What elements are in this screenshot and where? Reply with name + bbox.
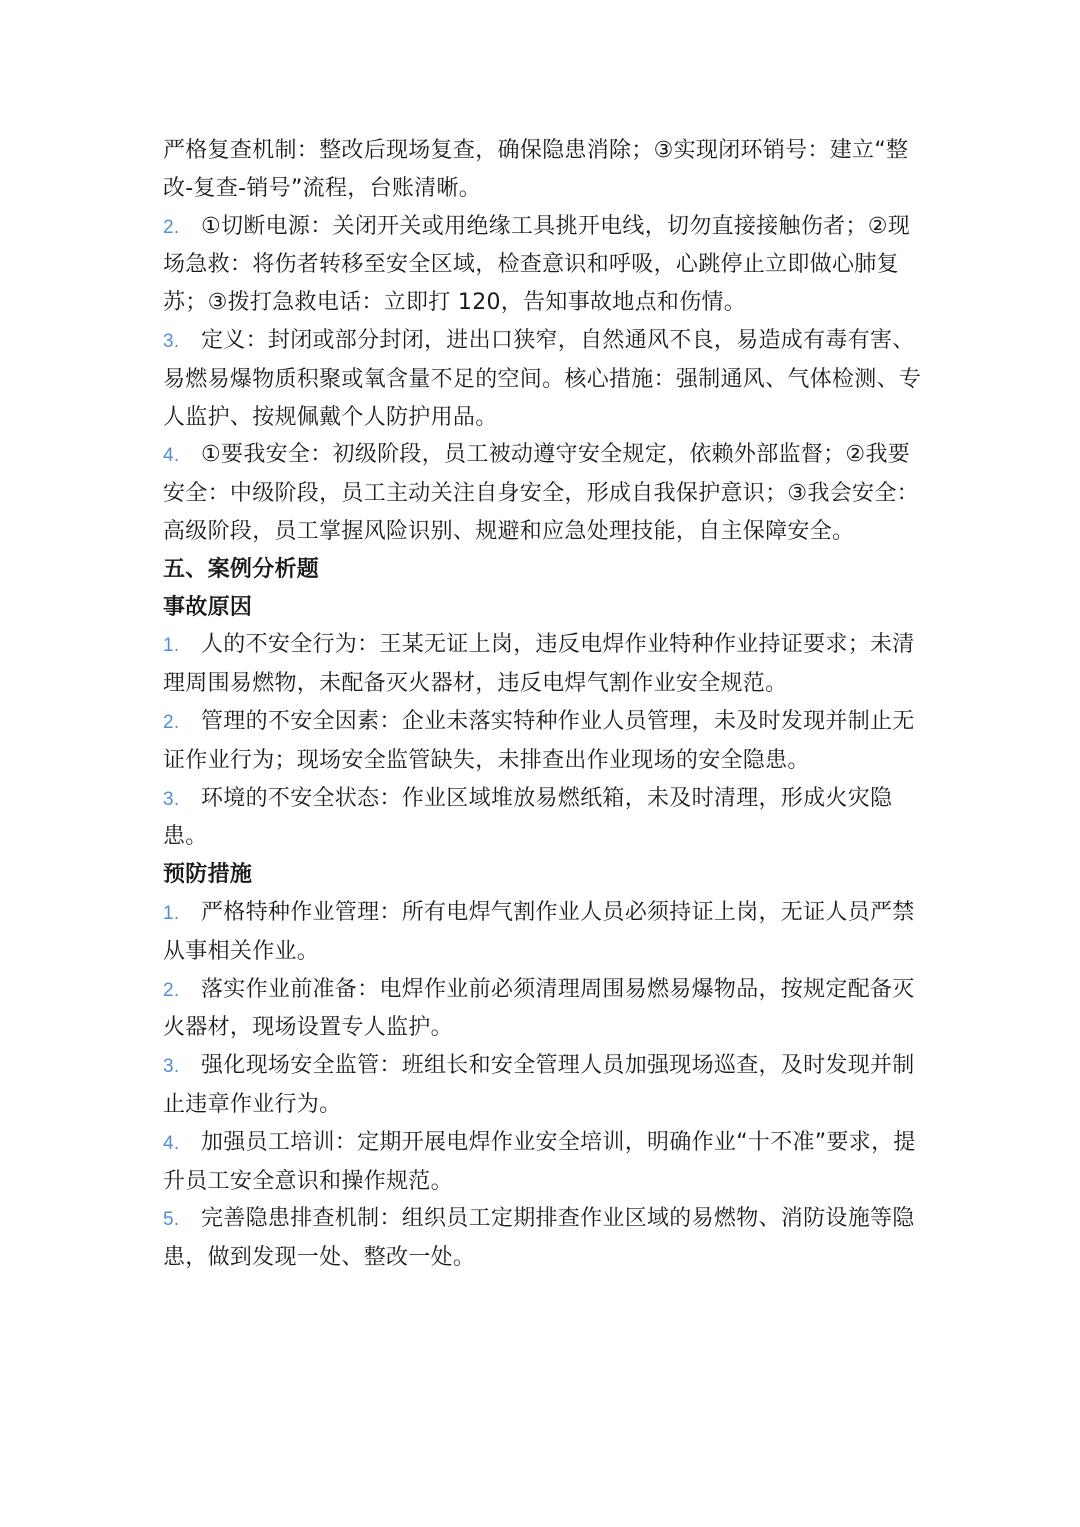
document-page: [163, 132, 923, 1277]
prevention-heading: 预防措施: [163, 862, 253, 888]
list-number: 4.: [163, 1132, 180, 1154]
answer-item-3: [163, 322, 923, 436]
list-number: 3.: [163, 1056, 180, 1078]
cause-heading: 事故原因: [163, 594, 253, 620]
answer-item-4: [163, 436, 923, 550]
answer-item-2: [163, 208, 923, 322]
cause-item-3: [163, 780, 923, 857]
intro-paragraph: 严格复查机制：整改后现场复查，确保隐患消除；③实现闭环销号：建立“整改-复查-销号”流程，台账清晰。: [163, 138, 909, 201]
prevention-item-1: [163, 894, 923, 971]
list-number: 1.: [163, 635, 180, 657]
list-item-text: 完善隐患排查机制：组织员工定期排查作业区域的易燃物、消防设施等隐患，做到发现一处、整改一处。: [163, 1206, 915, 1271]
list-item-text: 人的不安全行为：王某无证上岗，违反电焊作业特种作业持证要求；未清理周围易燃物，未配备灭火器材，违反电焊气割作业安全规范。: [163, 632, 915, 697]
list-item-text: 落实作业前准备：电焊作业前必须清理周围易燃易爆物品，按规定配备灭火器材，现场设置专人监护。: [163, 976, 915, 1041]
list-number: 2.: [163, 979, 180, 1001]
prevention-item-5: [163, 1200, 923, 1277]
list-item-text: ①要我安全：初级阶段，员工被动遵守安全规定，依赖外部监督；②我要安全：中级阶段，员工主动关注自身安全，形成自我保护意识；③我会安全：高级阶段，员工掌握风险识别、规避和应急处理技能，自主保障安全。: [163, 442, 919, 544]
section-title: 五、案例分析题: [163, 556, 320, 582]
cause-item-2: [163, 703, 923, 780]
list-item-text: 加强员工培训：定期开展电焊作业安全培训，明确作业“十不准”要求，提升员工安全意识和操作规范。: [163, 1129, 916, 1194]
list-number: 5.: [163, 1209, 180, 1231]
prevention-item-3: [163, 1047, 923, 1124]
prevention-item-2: [163, 971, 923, 1048]
list-number: 1.: [163, 902, 180, 924]
list-item-text: 环境的不安全状态：作业区域堆放易燃纸箱，未及时清理，形成火灾隐患。: [163, 785, 893, 850]
cause-item-1: [163, 626, 923, 703]
list-number: 4.: [163, 445, 180, 467]
list-item-text: 管理的不安全因素：企业未落实特种作业人员管理，未及时发现并制止无证作业行为；现场安全监管缺失，未排查出作业现场的安全隐患。: [163, 708, 915, 773]
list-number: 3.: [163, 330, 180, 352]
list-item-text: 定义：封闭或部分封闭，进出口狭窄，自然通风不良，易造成有毒有害、易燃易爆物质积聚或氧含量不足的空间。核心措施：强制通风、气体检测、专人监护、按规佩戴个人防护用品。: [163, 327, 922, 430]
list-item-text: 严格特种作业管理：所有电焊气割作业人员必须持证上岗，无证人员严禁从事相关作业。: [163, 899, 915, 964]
prevention-item-4: [163, 1124, 923, 1201]
list-number: 2.: [163, 216, 180, 238]
list-number: 2.: [163, 711, 180, 733]
list-number: 3.: [163, 788, 180, 810]
list-item-text: ①切断电源：关闭开关或用绝缘工具挑开电线，切勿直接接触伤者；②现场急救：将伤者转移至安全区域，检查意识和呼吸，心跳停止立即做心肺复苏；③拨打急救电话：立即打 120，告知事故地点和伤情。: [163, 213, 911, 316]
list-item-text: 强化现场安全监管：班组长和安全管理人员加强现场巡查，及时发现并制止违章作业行为。: [163, 1053, 915, 1117]
